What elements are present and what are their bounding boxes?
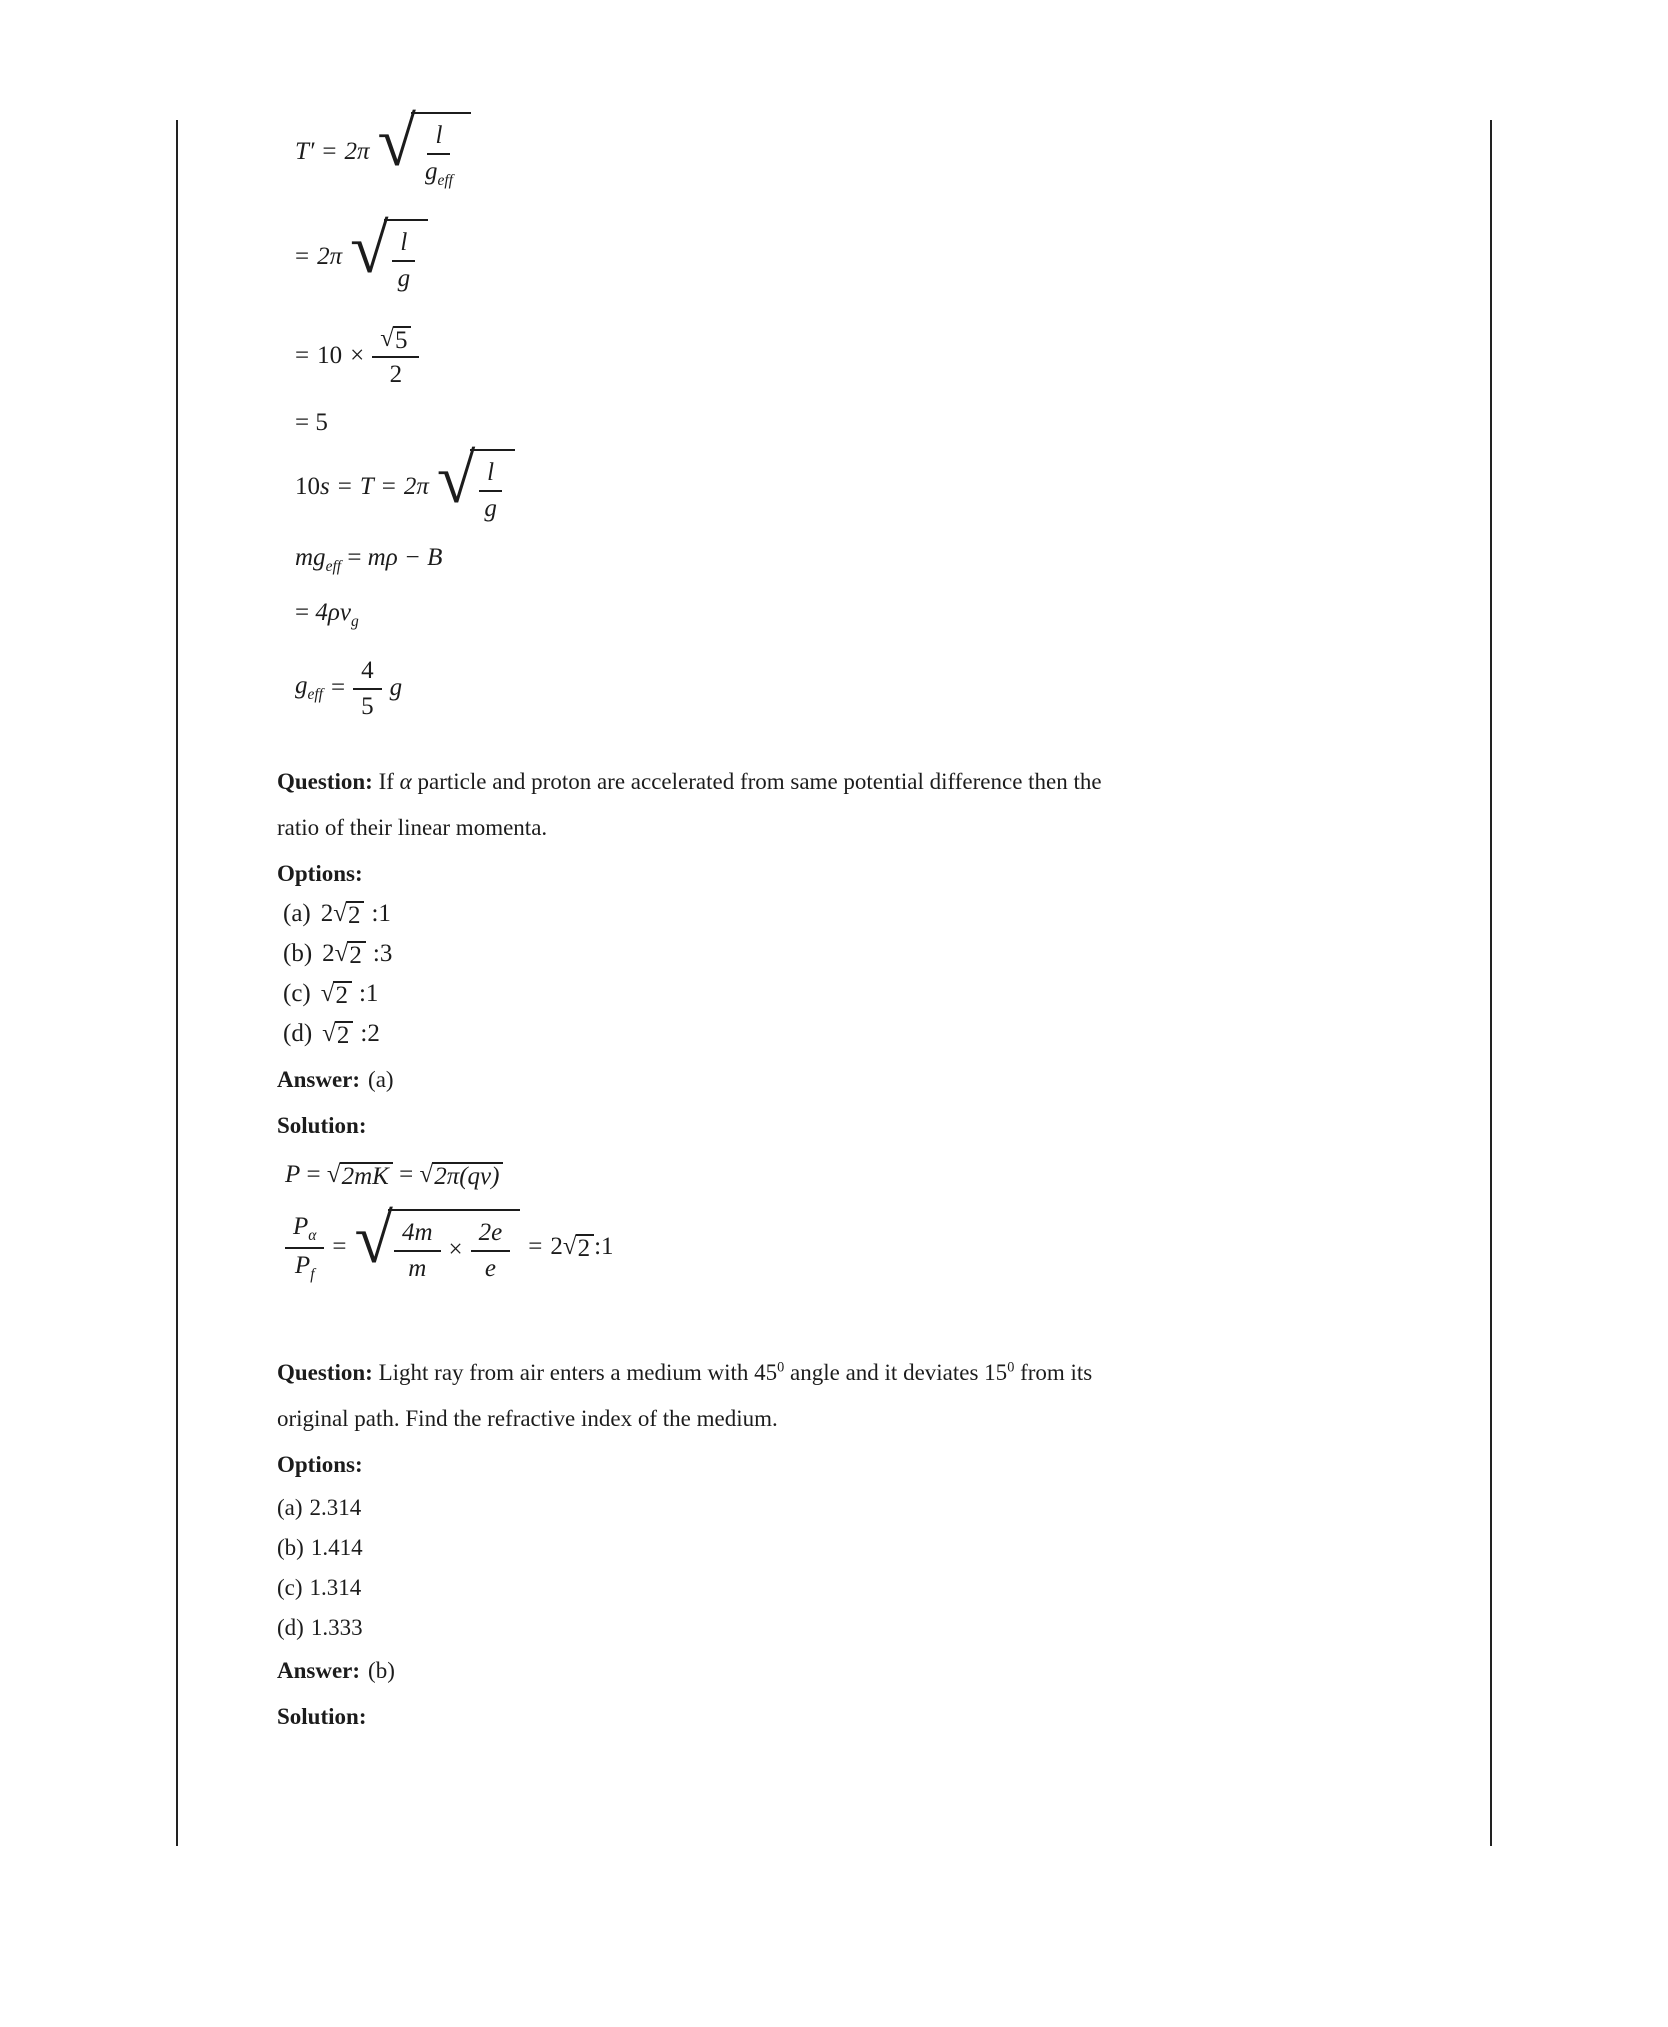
question-2-text: [277, 1350, 1469, 1442]
equation-line: [285, 1200, 1469, 1287]
sqrt-radical: [377, 104, 471, 193]
math-relation: =: [295, 408, 310, 436]
math-relation: =: [332, 1233, 347, 1261]
denominator: g: [484, 494, 497, 522]
subscript: eff: [437, 172, 453, 190]
denominator: m: [408, 1254, 427, 1282]
sqrt-sign: √: [322, 1019, 336, 1047]
sqrt-sign: √: [436, 440, 476, 518]
sqrt-sign: √: [320, 979, 335, 1007]
option-row: [277, 1568, 1469, 1608]
options-label: [277, 851, 1469, 897]
question-1-text: [277, 759, 1469, 851]
option-value: [321, 900, 391, 927]
ratio-text: :1: [594, 1232, 614, 1260]
math-relation: =: [347, 544, 362, 572]
fraction: [417, 119, 461, 191]
option-ratio: :1: [358, 979, 379, 1007]
equation-line: [285, 1155, 1469, 1195]
options-label-text: Options:: [277, 860, 363, 886]
sqrt-sign: √: [326, 1160, 341, 1188]
answer-row: [277, 1057, 1469, 1103]
sqrt-radical: [354, 1200, 521, 1287]
sqrt-radicand: 2: [346, 901, 365, 929]
equation-line: [295, 210, 1469, 297]
answer-row: [277, 1648, 1469, 1694]
math-relation: =: [528, 1233, 543, 1261]
sqrt-sign: √: [419, 1160, 434, 1188]
multiply-sign: ×: [448, 1235, 463, 1263]
sqrt-radical: [322, 1021, 353, 1049]
math-term: T: [359, 473, 374, 501]
option-label: (d): [283, 1019, 313, 1047]
fraction: [476, 456, 505, 525]
subscript: f: [310, 1266, 315, 1284]
option-row: [283, 977, 1469, 1011]
page-border-right: [1490, 120, 1492, 1846]
math-variable: g: [295, 672, 308, 700]
option-row: [283, 937, 1469, 971]
denominator: [287, 1249, 323, 1284]
sqrt-radical: [563, 1234, 594, 1262]
numerator: [285, 1210, 324, 1249]
math-relation: =: [295, 342, 310, 370]
equation-line: [295, 597, 1469, 638]
sqrt-radical: [333, 901, 364, 929]
sqrt-radicand: [470, 449, 515, 527]
option-ratio: :2: [360, 1019, 380, 1047]
subscript: eff: [307, 686, 323, 704]
sqrt-radical: [321, 981, 352, 1009]
sqrt-radical: [419, 1162, 503, 1190]
solution-label: Solution:: [277, 1704, 367, 1730]
math-term: mg: [295, 544, 326, 572]
question-text-part: Light ray from air enters a medium with 45: [372, 1360, 778, 1386]
degree-superscript: 0: [1007, 1359, 1015, 1376]
math-term: 4ρv: [315, 599, 351, 627]
option-ratio: :3: [372, 939, 393, 967]
page-border-left: [176, 120, 178, 1846]
sqrt-radicand: 2: [347, 941, 366, 969]
multiply-sign: ×: [350, 342, 365, 370]
option-row: [277, 1528, 1469, 1568]
question-text-part: ratio of their linear momenta.: [277, 814, 548, 840]
degree-superscript: 0: [777, 1359, 785, 1376]
option-label: (c): [283, 979, 311, 1007]
fraction: [285, 1210, 324, 1285]
question-label: Question:: [277, 1360, 373, 1386]
numerator: l: [427, 119, 450, 155]
sqrt-radicand: 2: [576, 1234, 595, 1262]
math-relation: =: [322, 138, 337, 166]
math-relation: =: [399, 1160, 414, 1188]
sqrt-radical: [335, 941, 366, 969]
math-variable: s: [320, 473, 330, 501]
denominator: 2: [389, 361, 403, 389]
math-term: 5: [315, 408, 328, 436]
alpha-symbol: α: [399, 768, 412, 794]
option-label: (b): [283, 939, 313, 967]
math-relation: =: [331, 674, 346, 702]
question-text-part: angle and it deviates 15: [784, 1360, 1008, 1386]
math-relation: =: [381, 473, 396, 501]
sqrt-sign: √: [380, 325, 394, 353]
math-number: 10: [295, 473, 320, 501]
option-row: [277, 1488, 1469, 1528]
sqrt-radical: [350, 210, 428, 297]
solution-label-row: [277, 1694, 1469, 1740]
sqrt-sign: √: [350, 210, 389, 288]
subscript: g: [350, 613, 359, 631]
denominator: [417, 155, 461, 190]
question-label: Question:: [277, 768, 373, 794]
equation-line: [295, 104, 1469, 193]
fraction: [353, 654, 382, 723]
sqrt-sign: √: [334, 939, 349, 967]
fraction: [372, 322, 419, 391]
sqrt-sign: √: [562, 1232, 577, 1260]
sqrt-radicand: [411, 112, 471, 193]
numerator: 2e: [471, 1216, 511, 1252]
math-term: [295, 473, 330, 501]
equation-line: [295, 407, 1469, 439]
math-term: 10: [317, 342, 343, 370]
numerator: 4: [353, 654, 382, 690]
option-ratio: :1: [371, 899, 391, 927]
math-coefficient: 2π: [403, 473, 429, 501]
option-label: (c): [277, 1575, 303, 1601]
numerator: l: [479, 456, 502, 492]
option-label: (a): [277, 1495, 303, 1521]
answer-value: (a): [368, 1066, 394, 1092]
solution-label-row: [277, 1103, 1469, 1149]
option-value: [321, 980, 379, 1007]
option-value: 1.414: [310, 1535, 363, 1561]
math-variable: P: [293, 1213, 309, 1240]
denominator: 5: [361, 693, 374, 721]
options-label: [277, 1442, 1469, 1488]
solution-label: Solution:: [277, 1112, 367, 1138]
sqrt-radicand: 2mK: [340, 1162, 393, 1190]
sqrt-radicand: 5: [393, 326, 412, 354]
option-value: [322, 1020, 380, 1047]
denominator: g: [397, 264, 411, 292]
sqrt-sign: √: [377, 104, 416, 181]
equation-line: [295, 654, 1469, 723]
subscript: α: [308, 1227, 317, 1244]
answer-label: Answer:: [277, 1066, 361, 1092]
math-term: P: [285, 1160, 301, 1188]
math-number: 2: [322, 939, 335, 967]
sqrt-radicand: 2: [333, 981, 352, 1009]
fraction: [390, 226, 419, 295]
sqrt-radicand: 2: [335, 1021, 354, 1049]
sqrt-radical: [327, 1162, 393, 1190]
sqrt-sign: √: [354, 1200, 393, 1278]
math-term: g: [424, 158, 438, 186]
equation-line: [295, 440, 1469, 527]
option-value: 1.314: [309, 1575, 362, 1601]
answer-label: Answer:: [277, 1658, 361, 1684]
options-label-text: Options:: [277, 1452, 363, 1478]
answer-value: (b): [368, 1658, 395, 1684]
numerator: l: [392, 226, 415, 262]
math-term: [550, 1233, 613, 1262]
option-value: [322, 940, 392, 967]
math-number: 2: [320, 899, 334, 927]
option-label: (b): [277, 1535, 304, 1561]
math-variable: P: [294, 1252, 311, 1280]
numerator: 4m: [394, 1216, 441, 1252]
sqrt-radicand: [384, 219, 429, 297]
sqrt-radical: [380, 326, 411, 354]
question-text-part: If: [372, 768, 400, 794]
math-term: mρ − B: [367, 544, 443, 572]
option-row: [283, 897, 1469, 931]
question-text-part: original path. Find the refractive index of the medium.: [277, 1406, 778, 1432]
sqrt-radicand: [388, 1209, 520, 1287]
math-relation: =: [337, 473, 352, 501]
math-term: T′: [295, 138, 315, 166]
equation-line: [295, 542, 1469, 583]
option-value: 1.333: [310, 1615, 363, 1641]
math-coefficient: 2π: [344, 138, 370, 166]
option-value: 2.314: [309, 1495, 362, 1521]
math-relation: =: [306, 1160, 321, 1188]
math-relation: =: [295, 243, 310, 271]
sqrt-sign: √: [333, 899, 347, 927]
denominator: e: [484, 1254, 496, 1282]
fraction: [394, 1216, 441, 1285]
option-label: (d): [277, 1615, 304, 1641]
math-term: g: [389, 674, 403, 702]
numerator: [372, 322, 419, 358]
option-row: [277, 1608, 1469, 1648]
sqrt-radical: [436, 440, 515, 527]
equation-line: [295, 322, 1469, 391]
question-text-part: particle and proton are accelerated from same potential difference then the: [411, 768, 1102, 794]
subscript: eff: [325, 558, 342, 576]
math-relation: =: [295, 599, 310, 627]
document-content: [277, 0, 1469, 1740]
math-term: [295, 672, 323, 704]
math-coefficient: 2π: [317, 243, 343, 271]
option-label: (a): [283, 899, 311, 927]
question-text-part: from its: [1014, 1360, 1093, 1386]
fraction: [471, 1216, 511, 1285]
sqrt-radicand: 2π(qv): [432, 1162, 503, 1190]
math-number: 2: [550, 1232, 563, 1260]
option-row: [283, 1017, 1469, 1051]
